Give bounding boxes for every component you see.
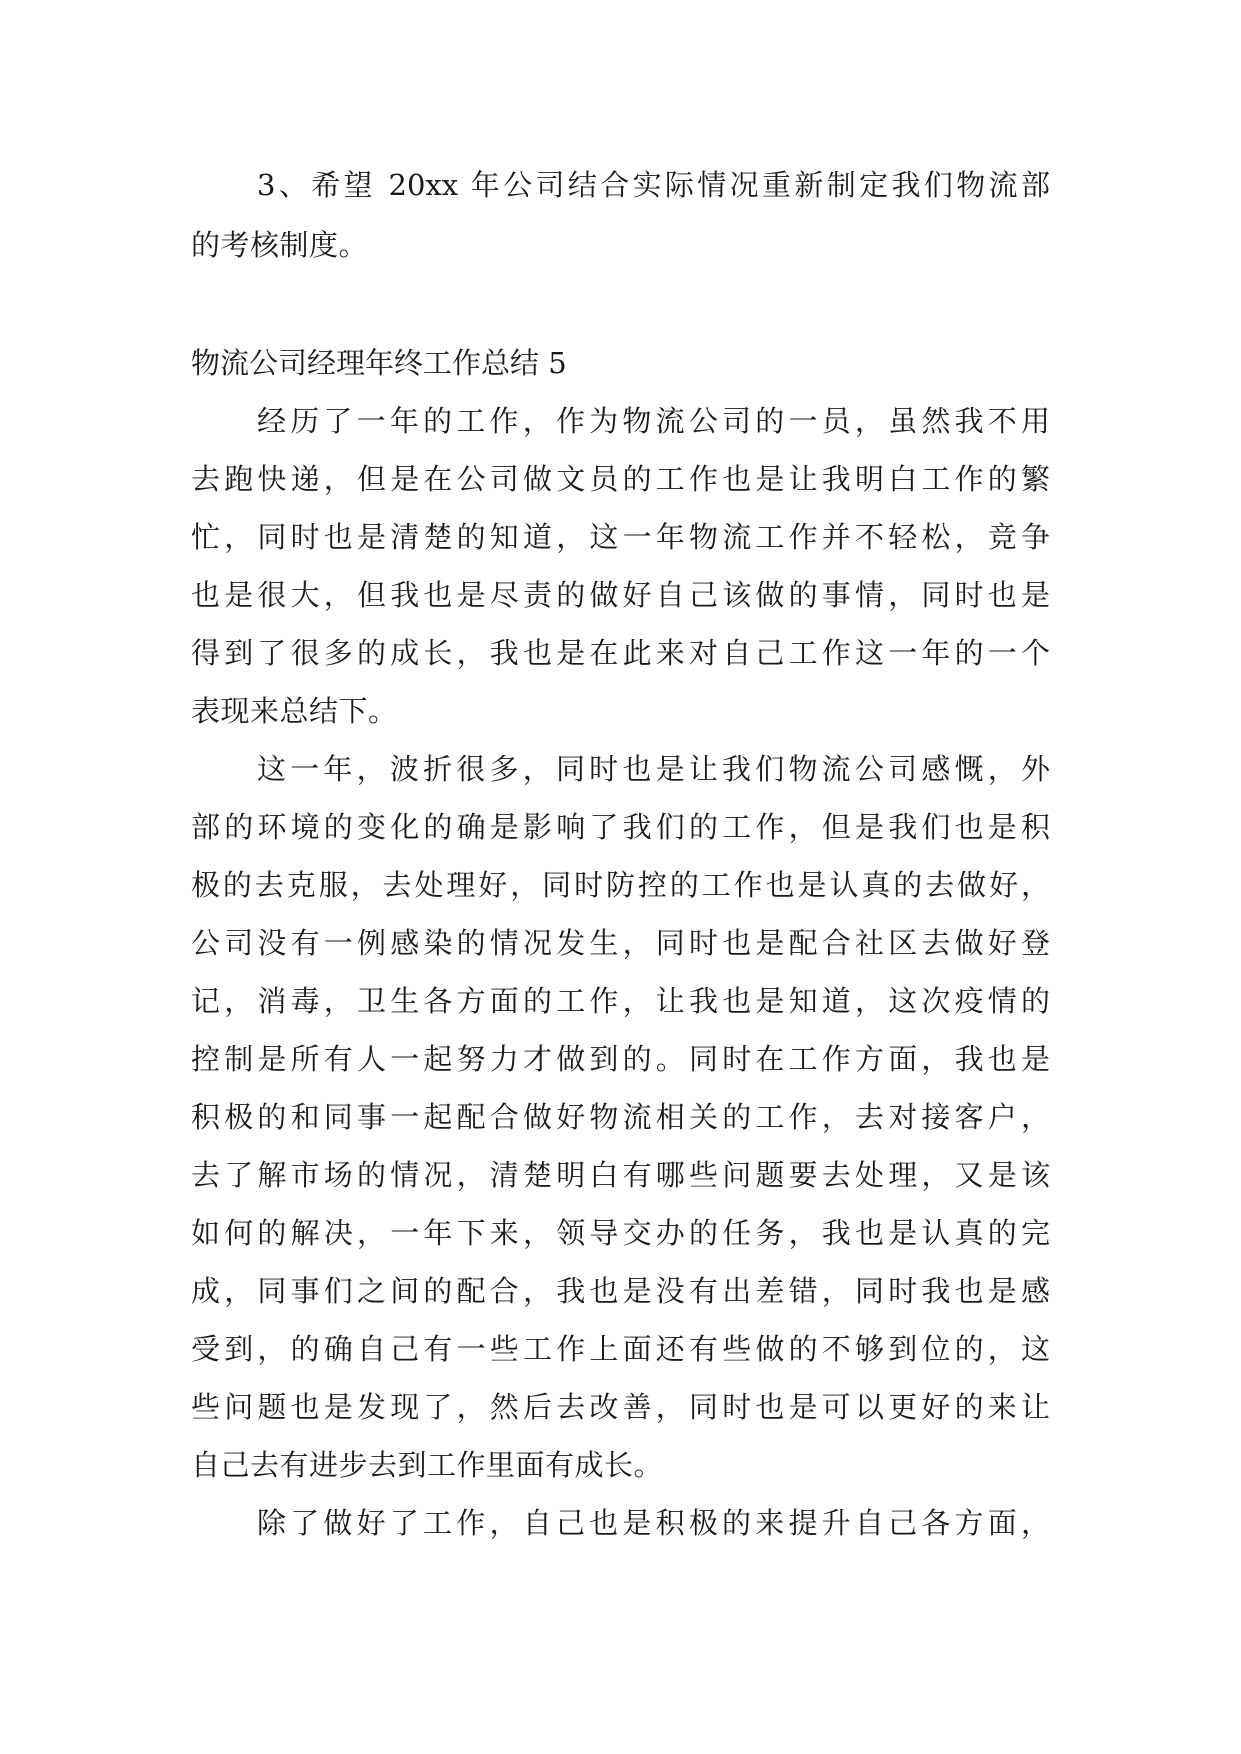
paragraph-line: 些问题也是发现了，然后去改善，同时也是可以更好的来让 (191, 1390, 1050, 1424)
paragraph-line: 极的去克服，去处理好，同时防控的工作也是认真的去做好， (191, 868, 1050, 902)
paragraph-line: 成，同事们之间的配合，我也是没有出差错，同时我也是感 (191, 1274, 1050, 1308)
paragraph-line: 积极的和同事一起配合做好物流相关的工作，去对接客户， (191, 1100, 1050, 1134)
paragraph-line: 去跑快递，但是在公司做文员的工作也是让我明白工作的繁 (191, 462, 1050, 496)
paragraph-line: 自己去有进步去到工作里面有成长。 (191, 1448, 664, 1482)
section-heading: 物流公司经理年终工作总结 5 (191, 346, 567, 380)
paragraph-line: 公司没有一例感染的情况发生，同时也是配合社区去做好登 (191, 926, 1050, 960)
paragraph-line: 控制是所有人一起努力才做到的。同时在工作方面，我也是 (191, 1042, 1050, 1076)
paragraph-line: 部的环境的变化的确是影响了我们的工作，但是我们也是积 (191, 810, 1050, 844)
paragraph-line: 受到，的确自己有一些工作上面还有些做的不够到位的，这 (191, 1332, 1050, 1366)
paragraph-line: 得到了很多的成长，我也是在此来对自己工作这一年的一个 (191, 636, 1050, 670)
paragraph-line: 3、希望 20xx 年公司结合实际情况重新制定我们物流部 (257, 168, 1050, 202)
paragraph-line: 去了解市场的情况，清楚明白有哪些问题要去处理，又是该 (191, 1158, 1050, 1192)
paragraph-line: 经历了一年的工作，作为物流公司的一员，虽然我不用 (257, 404, 1050, 438)
paragraph-line: 除了做好了工作，自己也是积极的来提升自己各方面， (257, 1506, 1050, 1540)
paragraph-line: 的考核制度。 (191, 228, 369, 262)
paragraph-line: 也是很大，但我也是尽责的做好自己该做的事情，同时也是 (191, 578, 1050, 612)
paragraph-line: 忙，同时也是清楚的知道，这一年物流工作并不轻松，竞争 (191, 520, 1050, 554)
paragraph-line: 表现来总结下。 (191, 694, 398, 728)
paragraph-line: 这一年，波折很多，同时也是让我们物流公司感慨，外 (257, 752, 1050, 786)
paragraph-line: 记，消毒，卫生各方面的工作，让我也是知道，这次疫情的 (191, 984, 1050, 1018)
paragraph-line: 如何的解决，一年下来，领导交办的任务，我也是认真的完 (191, 1216, 1050, 1250)
